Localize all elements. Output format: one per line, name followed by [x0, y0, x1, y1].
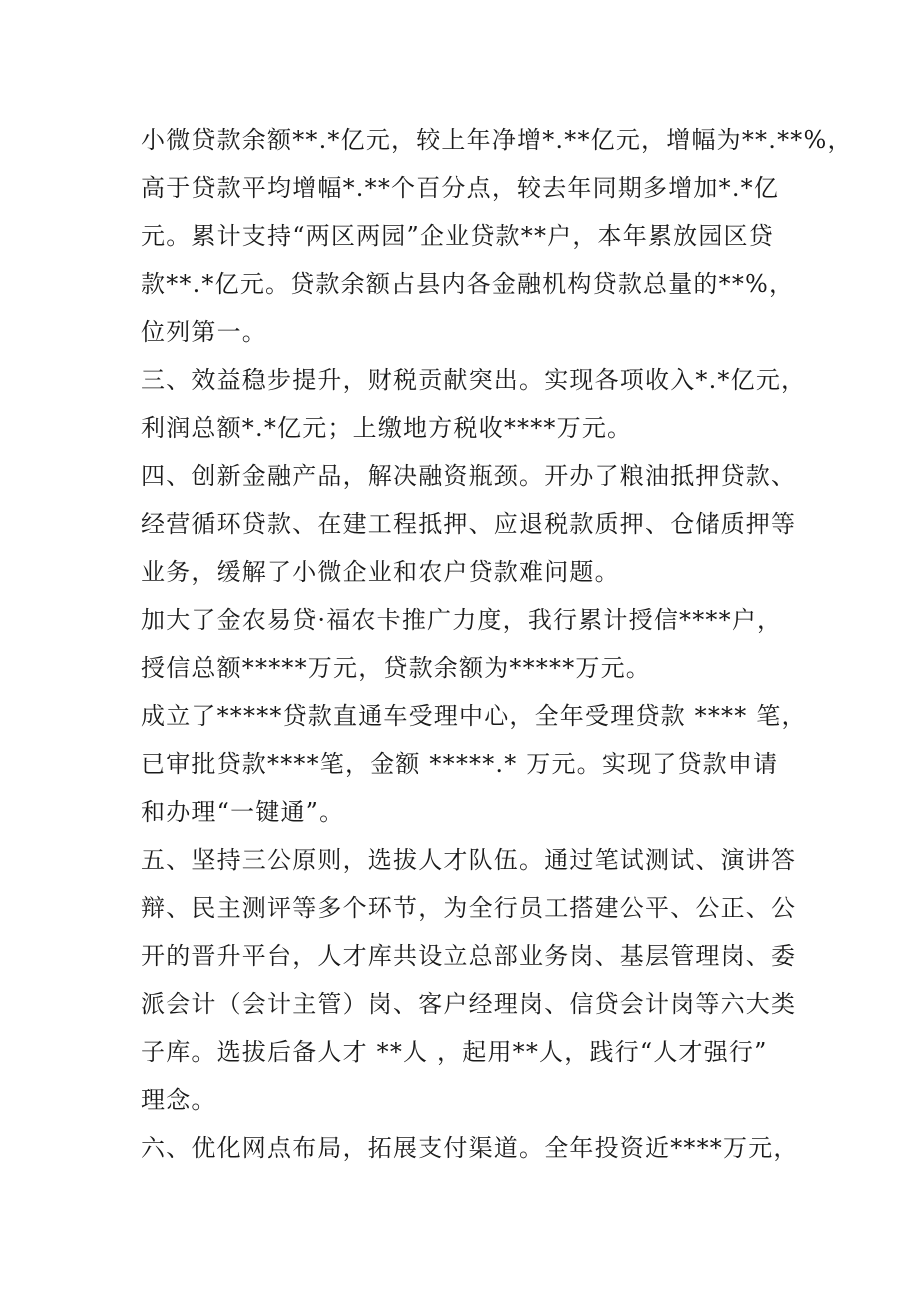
text-line-20: 子库。选拔后备人才 **人 ，起用**人，践行“人才强行” [141, 1038, 768, 1066]
text-line-19: 派会计（会计主管）岗、客户经理岗、信贷会计岗等六大类 [141, 990, 797, 1018]
text-line-7: 利润总额*.*亿元；上缴地方税收****万元。 [141, 414, 633, 442]
text-line-1: 小微贷款余额**.*亿元，较上年净增*.**亿元，增幅为**.**%， [141, 126, 853, 154]
text-line-8: 四、创新金融产品，解决融资瓶颈。开办了粮油抵押贷款、 [141, 462, 797, 490]
text-line-4: 款**.*亿元。贷款余额占县内各金融机构贷款总量的**%， [141, 270, 795, 298]
text-line-2: 高于贷款平均增幅*.**个百分点，较去年同期多增加*.*亿 [141, 174, 780, 202]
text-line-18: 开的晋升平台，人才库共设立总部业务岗、基层管理岗、委 [141, 942, 797, 970]
text-line-17: 辩、民主测评等多个环节，为全行员工搭建公平、公正、公 [141, 894, 797, 922]
text-line-14: 已审批贷款****笔，金额 *****.* 万元。实现了贷款申请 [141, 750, 779, 778]
text-line-12: 授信总额*****万元，贷款余额为*****万元。 [141, 654, 651, 682]
text-line-10: 业务，缓解了小微企业和农户贷款难问题。 [141, 558, 620, 586]
body-text [141, 116, 853, 1172]
text-line-11: 加大了金农易贷·福农卡推广力度，我行累计授信****户， [141, 606, 783, 634]
text-line-13: 成立了*****贷款直通车受理中心，全年受理贷款 **** 笔， [141, 702, 807, 730]
text-line-21: 理念。 [141, 1086, 217, 1114]
text-line-9: 经营循环贷款、在建工程抵押、应退税款质押、仓储质押等 [141, 510, 797, 538]
text-line-22: 六、优化网点布局，拓展支付渠道。全年投资近****万元， [141, 1134, 799, 1162]
text-line-3: 元。累计支持“两区两园”企业贷款**户，本年累放园区贷 [141, 222, 774, 250]
text-line-15: 和办理“一键通”。 [141, 798, 345, 826]
text-line-5: 位列第一。 [141, 318, 267, 346]
text-line-6: 三、效益稳步提升，财税贡献突出。实现各项收入*.*亿元， [141, 366, 807, 394]
text-line-16: 五、坚持三公原则，选拔人才队伍。通过笔试测试、演讲答 [141, 846, 797, 874]
